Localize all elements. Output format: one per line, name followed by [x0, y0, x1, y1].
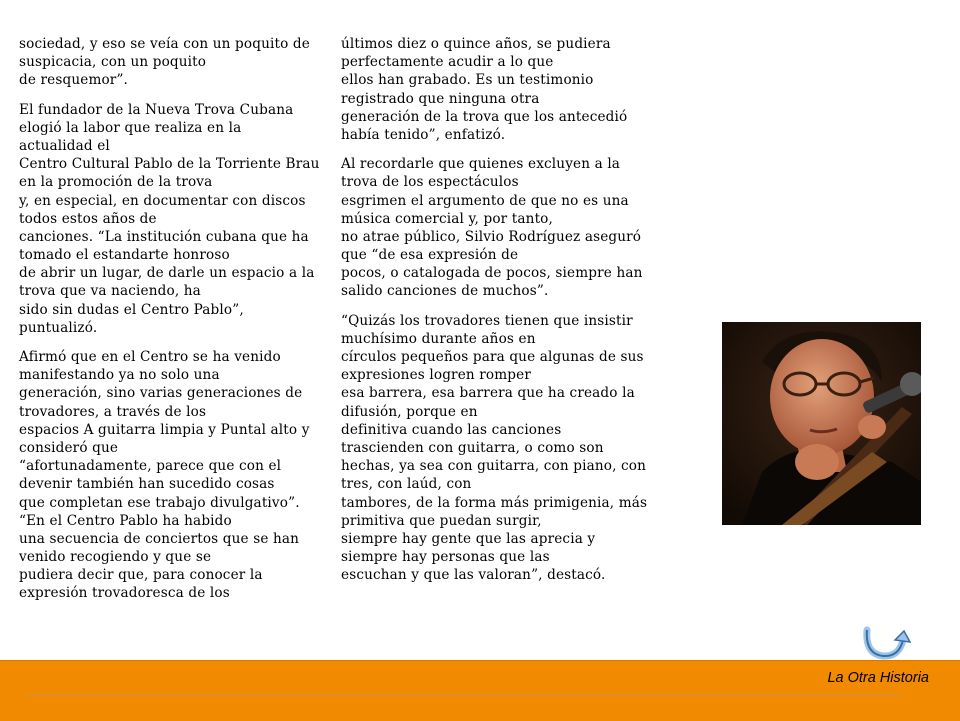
text-line: trovadores, a través de los — [19, 403, 207, 420]
text-line: suspicacia, con un poquito — [19, 54, 207, 71]
text-line: trascienden con guitarra, o como son — [341, 439, 604, 456]
text-line: tres, con laúd, con — [341, 476, 472, 493]
text-line: manifestando ya no solo una — [19, 367, 220, 384]
left-text-column — [19, 35, 319, 614]
text-line: devenir también han sucedido cosas — [19, 476, 275, 493]
text-line: esgrimen el argumento de que no es una — [341, 192, 629, 209]
text-line: sido sin dudas el Centro Pablo”, — [19, 301, 244, 318]
text-line: música comercial y, por tanto, — [341, 210, 553, 227]
text-line: en la promoción de la trova — [19, 174, 213, 191]
text-line: había tenido”, enfatizó. — [341, 126, 506, 143]
text-line: sociedad, y eso se veía con un poquito de — [19, 36, 310, 52]
text-line: actualidad el — [19, 137, 110, 154]
paragraph — [341, 35, 641, 144]
text-line: espacios A guitarra limpia y Puntal alto y — [19, 421, 310, 438]
text-line: puntualizó. — [19, 319, 98, 336]
singer-with-guitar-photo-icon — [722, 322, 921, 525]
text-line: trova que va naciendo, ha — [19, 283, 201, 300]
text-line: siempre hay personas que las — [341, 549, 550, 566]
paragraph — [341, 155, 641, 301]
text-line: círculos pequeños para que algunas de sus — [341, 349, 644, 365]
paragraph — [19, 348, 319, 603]
text-line: “Quizás los trovadores tienen que insistir — [341, 312, 633, 329]
footer-divider — [26, 694, 904, 695]
text-line: perfectamente acudir a lo que — [341, 54, 554, 71]
text-line: expresiones logren romper — [341, 367, 531, 384]
text-line: tomado el estandarte honroso — [19, 247, 230, 264]
text-line: escuchan y que las valoran”, destacó. — [341, 567, 606, 584]
text-line: registrado que ninguna otra — [341, 90, 540, 107]
text-line: que completan ese trabajo divulgativo”. — [19, 494, 300, 511]
text-line: elogió la labor que realiza en la — [19, 119, 242, 136]
paragraph — [341, 312, 648, 585]
text-line: muchísimo durante años en — [341, 330, 536, 347]
footer-title: La Otra Historia — [827, 670, 929, 686]
text-line: esa barrera, esa barrera que ha creado la — [341, 385, 635, 402]
text-line: generación de la trova que los antecedió — [341, 108, 628, 125]
text-line: salido canciones de muchos”. — [341, 283, 549, 300]
text-line: últimos diez o quince años, se pudiera — [341, 36, 611, 52]
paragraph — [19, 101, 319, 337]
text-line: consideró que — [19, 439, 119, 456]
singer-photo — [722, 322, 921, 525]
text-line: difusión, porque en — [341, 403, 478, 420]
text-line: Al recordarle que quienes excluyen a la — [341, 156, 621, 173]
paragraph — [19, 35, 319, 90]
text-line: Centro Cultural Pablo de la Torriente Brau — [19, 156, 320, 173]
text-line: hechas, ya sea con guitarra, con piano, con — [341, 458, 647, 475]
text-line: ellos han grabado. Es un testimonio — [341, 72, 594, 89]
text-line: todos estos años de — [19, 210, 157, 227]
text-line: “afortunadamente, parece que con el — [19, 458, 282, 475]
text-line: venido recogiendo y que se — [19, 549, 212, 566]
text-line: El fundador de la Nueva Trova Cubana — [19, 101, 294, 118]
text-line: y, en especial, en documentar con discos — [19, 192, 306, 209]
footer-bar — [0, 660, 960, 721]
text-line: que “de esa expresión de — [341, 247, 519, 264]
text-line: generación, sino varias generaciones de — [19, 385, 303, 402]
text-line: “En el Centro Pablo ha habido — [19, 512, 232, 529]
text-line: una secuencia de conciertos que se han — [19, 530, 300, 547]
text-line: expresión trovadoresca de los — [19, 585, 230, 602]
text-line: pudiera decir que, para conocer la — [19, 567, 263, 584]
text-line: tambores, de la forma más primigenia, más — [341, 494, 648, 511]
return-arrow-icon — [861, 626, 911, 660]
text-line: de resquemor”. — [19, 72, 129, 89]
text-line: no atrae público, Silvio Rodríguez aseguró — [341, 228, 642, 245]
right-text-column — [341, 35, 648, 595]
text-line: pocos, o catalogada de pocos, siempre han — [341, 265, 643, 282]
return-arrow-button[interactable] — [861, 626, 911, 660]
text-line: canciones. “La institución cubana que ha — [19, 228, 309, 245]
text-line: trova de los espectáculos — [341, 174, 519, 191]
text-line: de abrir un lugar, de darle un espacio a la — [19, 265, 315, 282]
text-line: Afirmó que en el Centro se ha venido — [19, 349, 281, 365]
text-line: siempre hay gente que las aprecia y — [341, 530, 596, 547]
text-line: primitiva que puedan surgir, — [341, 512, 542, 529]
text-line: definitiva cuando las canciones — [341, 421, 562, 438]
